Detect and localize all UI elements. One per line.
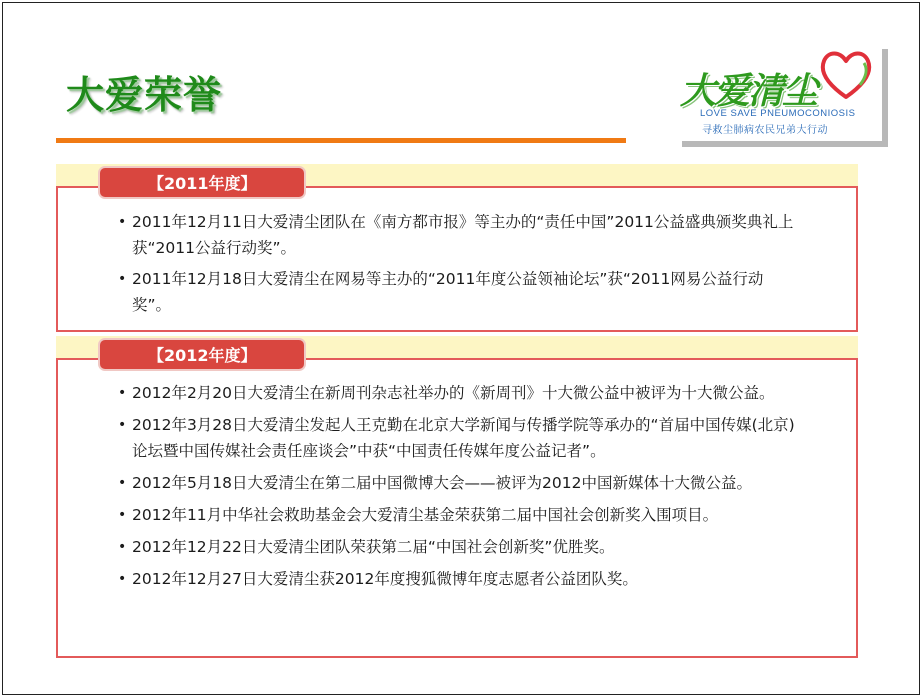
list-item: • 2011年12月11日大爱清尘团队在《南方都市报》等主办的“责任中国”2011公益盛典颁奖典礼上 获“2011公益行动奖”。 — [118, 209, 798, 261]
logo-wordmark: 大爱清尘 — [680, 70, 817, 112]
list-item: • 2012年5月18日大爱清尘在第二届中国微博大会——被评为2012中国新媒体十大微公益。 — [118, 470, 798, 496]
list-item: • 2012年12月22日大爱清尘团队荣获第二届“中国社会创新奖”优胜奖。 — [118, 534, 798, 560]
list-item: • 2012年11月中华社会救助基金会大爱清尘基金荣获第二届中国社会创新奖入围项目。 — [118, 502, 798, 528]
list-item: • 2011年12月18日大爱清尘在网易等主办的“2011年度公益领袖论坛”获“2011网易公益行动奖”。 — [118, 266, 798, 318]
logo-slogan: 寻救尘肺病农民兄弟大行动 — [702, 125, 828, 136]
section-tag-2012: 【2012年度】 — [98, 338, 306, 371]
list-item: • 2012年2月20日大爱清尘在新周刊杂志社举办的《新周刊》十大微公益中被评为十大微公益。 — [118, 380, 798, 406]
section-tag-2011: 【2011年度】 — [98, 166, 306, 199]
logo — [676, 43, 882, 141]
list-2011 — [118, 209, 798, 323]
list-item: • 2012年12月27日大爱清尘获2012年度搜狐微博年度志愿者公益团队奖。 — [118, 566, 798, 592]
list-item: • 2012年3月28日大爱清尘发起人王克勤在北京大学新闻与传播学院等承办的“首届中国传媒(北京)论坛暨中国传媒社会责任座谈会”中获“中国责任传媒年度公益记者”。 — [118, 412, 798, 464]
logo-english: LOVE SAVE PNEUMOCONIOSIS — [700, 108, 856, 119]
heart-icon — [816, 45, 876, 105]
title-underline — [56, 138, 626, 143]
slide-title: 大爱荣誉 — [66, 73, 223, 117]
list-2012 — [118, 380, 798, 598]
